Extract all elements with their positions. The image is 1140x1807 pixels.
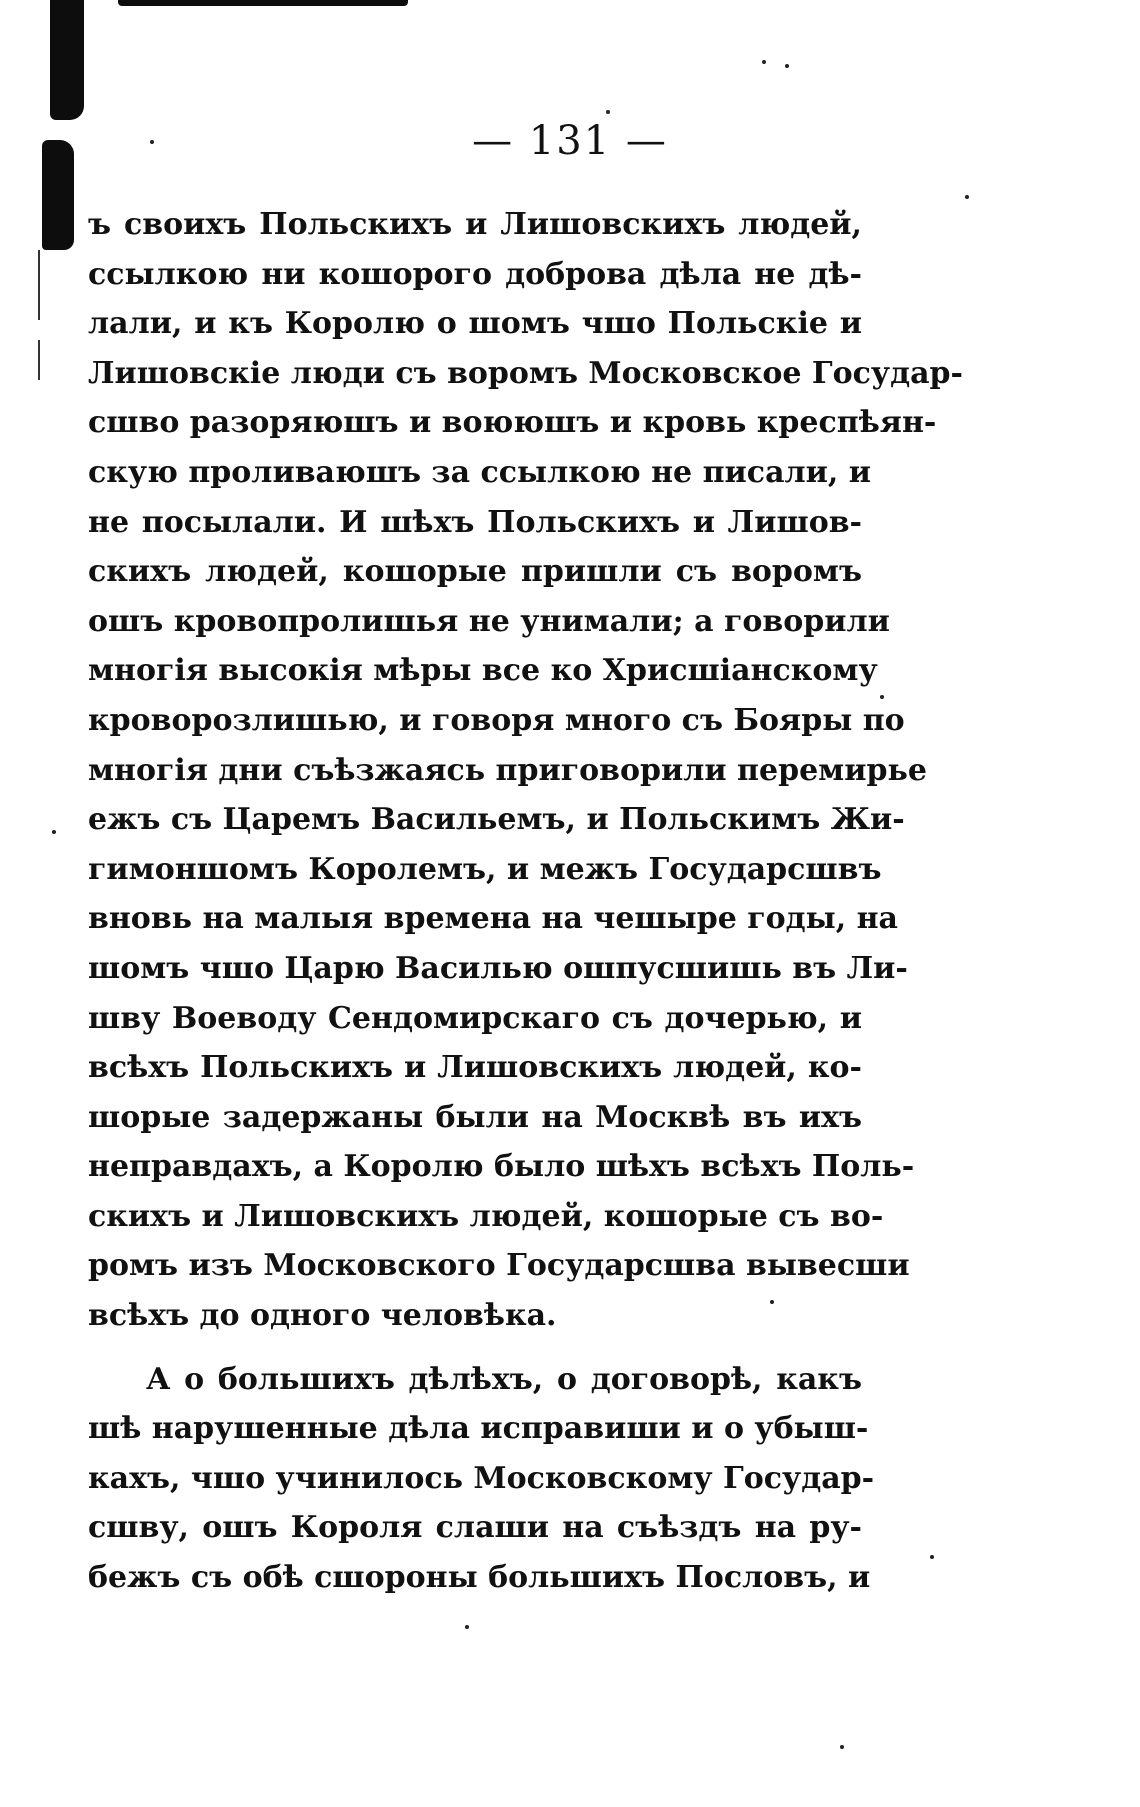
scan-speck [785,64,789,68]
scan-speck [465,1625,469,1629]
page-number: — 131 — [472,118,668,164]
text-line: сшво разоряюшъ и воююшъ и кровь креспѣян- [88,405,937,441]
scan-speck [606,110,610,114]
text-line: шомъ чшо Царю Василью ошпусшишь въ Ли- [88,950,908,986]
scan-speck [965,195,969,199]
text-line: всѣхъ до одного человѣка. [88,1298,557,1334]
text-line: всѣхъ Польскихъ и Лишовскихъ людей, ко- [88,1050,862,1086]
text-line: ссылкою ни кошорого доброва дѣла не дѣ- [88,256,862,292]
text-line: неправдахъ, а Королю было шѣхъ всѣхъ Поль- [88,1149,915,1185]
text-line: скихъ людей, кошорые пришли съ воромъ [88,554,862,590]
scan-speck [762,60,766,64]
text-line: Лишовскіе люди съ воромъ Московское Государ- [88,355,963,391]
text-line: скую проливаюшъ за ссылкою не писали, и [88,454,872,490]
text-line: бежъ съ обѣ сшороны большихъ Пословъ, и [88,1560,871,1596]
scan-ink-blot [50,0,84,120]
text-line: сшву, ошъ Короля слаши на съѣздъ на ру- [88,1510,862,1546]
scan-ink-edge [118,0,408,6]
scan-speck [840,1745,844,1749]
scan-edge-line [38,250,40,320]
text-line: ъ своихъ Польскихъ и Лишовскихъ людей, [88,207,862,242]
text-line: кроворозлишью, и говоря много съ Бояры по [88,702,905,738]
text-line: лали, и къ Королю о шомъ чшо Польскіе и [88,306,862,342]
text-line: шорые задержаны были на Москвѣ въ ихъ [88,1099,862,1135]
text-line: скихъ и Лишовскихъ людей, кошорые съ во- [88,1198,884,1234]
text-line: шѣ нарушенные дѣла исправиши и о убыш- [88,1411,869,1447]
text-line: многія высокія мѣры все ко Хрисшіанскому [88,653,878,689]
text-line: ошъ кровопролишья не унимали; а говорили [88,603,890,639]
text-line: кахъ, чшо учинилось Московскому Государ- [88,1460,875,1496]
text-line: многія дни съѣзжаясь приговорили перемирье [88,752,927,788]
scan-edge-line [38,340,40,380]
scan-speck [52,830,56,834]
text-line: А о большихъ дѣлѣхъ, о договорѣ, какъ [146,1361,862,1397]
text-line: гимоншомъ Королемъ, и межъ Государсшвъ [88,851,882,887]
text-line: не посылали. И шѣхъ Польскихъ и Лишов- [88,504,862,540]
text-line: вновь на малыя времена на чешыре годы, на [88,901,898,937]
text-line: шву Воеводу Сендомирскаго съ дочерью, и [88,1000,862,1036]
text-line: ромъ изъ Московского Государсшва вывесши [88,1248,910,1284]
body-text [88,200,963,1603]
scan-speck [880,695,884,699]
scan-speck [930,1555,934,1559]
paragraph-gap [88,1341,862,1355]
text-line: ежъ съ Царемъ Васильемъ, и Польскимъ Жи- [88,802,905,838]
